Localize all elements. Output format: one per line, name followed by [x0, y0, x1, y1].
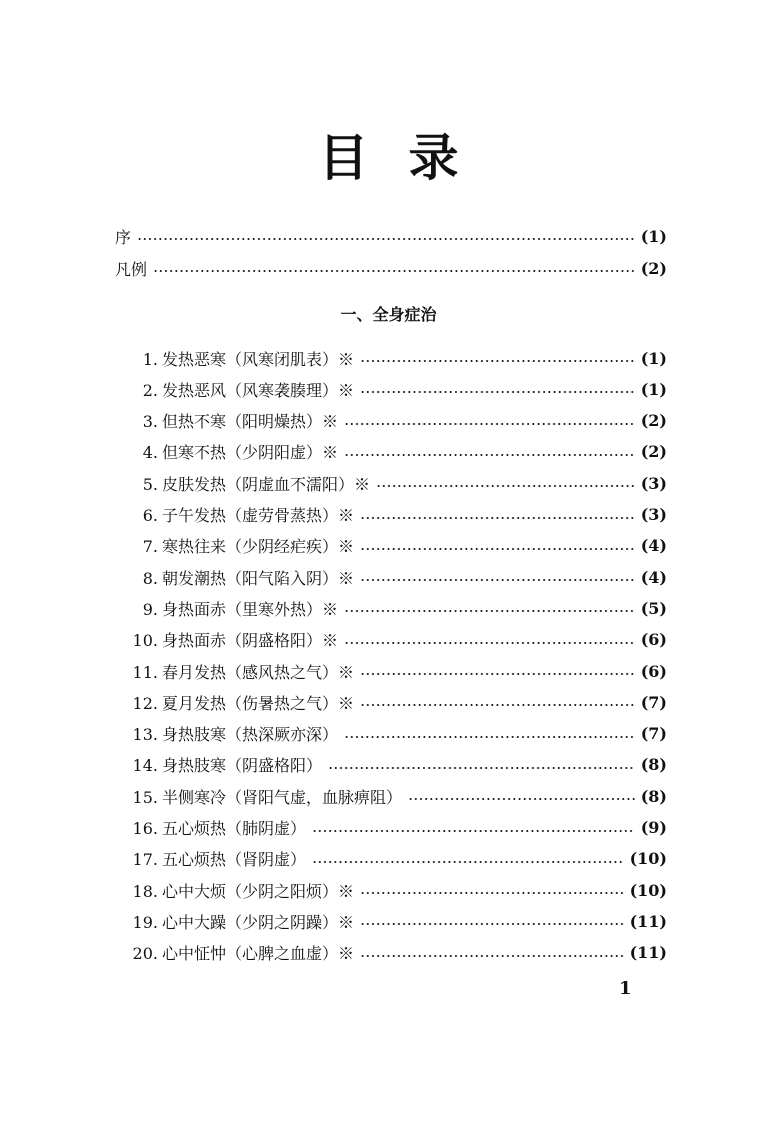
dot-leader	[360, 892, 624, 894]
toc-page: (3)	[640, 505, 667, 524]
toc-entry	[130, 377, 667, 401]
entry-number: 1.	[142, 349, 158, 369]
toc-label	[130, 785, 402, 808]
toc-label	[130, 941, 354, 964]
section-heading: 一、全身症治	[340, 305, 437, 324]
toc-entry	[130, 941, 667, 965]
dot-leader	[344, 736, 635, 738]
entry-title: 夏月发热（伤暑热之气）※	[162, 693, 355, 713]
toc-page: (1)	[640, 226, 667, 246]
entry-title: 半侧寒冷（肾阳气虚，血脉痹阻）	[162, 787, 403, 807]
dot-leader	[360, 360, 635, 362]
entry-number: 14.	[132, 756, 158, 776]
entry-number: 18.	[132, 881, 158, 901]
toc-page: (2)	[640, 411, 667, 431]
dot-leader	[312, 861, 624, 863]
toc-label: 序	[115, 227, 132, 247]
toc-page: (8)	[640, 786, 667, 806]
toc-entry	[130, 628, 667, 652]
toc-label	[130, 503, 354, 526]
toc-label	[130, 847, 306, 870]
entry-number: 13.	[132, 725, 158, 745]
entry-title: 心中大烦（少阴之阳烦）※	[162, 881, 355, 901]
entry-title: 但寒不热（少阴阳虚）※	[162, 443, 339, 463]
entry-title: 朝发潮热（阳气陷入阴）※	[162, 568, 355, 588]
entry-title: 心中怔忡（心脾之血虚）※	[162, 944, 355, 964]
toc-page: (3)	[640, 473, 667, 493]
dot-leader	[153, 270, 635, 272]
toc-page: (10)	[629, 849, 667, 869]
entry-number: 5.	[142, 474, 158, 494]
toc-page: (1)	[640, 379, 667, 399]
dot-leader	[360, 923, 624, 925]
entry-title: 身热肢寒（热深厥亦深）	[162, 725, 339, 745]
dot-leader	[360, 955, 624, 957]
toc-page: (2)	[640, 258, 667, 278]
toc-front-item	[115, 256, 667, 280]
entry-title: 身热面赤（里寒外热）※	[162, 599, 339, 619]
dot-leader	[344, 642, 635, 644]
dot-leader	[360, 673, 635, 675]
dot-leader	[408, 798, 635, 800]
dot-leader	[360, 579, 635, 581]
entry-number: 2.	[142, 380, 158, 400]
entry-number: 12.	[132, 693, 158, 713]
entry-number: 16.	[132, 819, 158, 838]
entry-title: 五心烦热（肺阴虚）	[162, 819, 307, 838]
entry-title: 皮肤发热（阴虚血不濡阳）※	[162, 474, 371, 494]
page-title: 目录	[318, 129, 499, 187]
toc-entry	[130, 534, 667, 558]
entry-number: 4.	[142, 443, 158, 463]
page-number: 1	[619, 978, 632, 999]
toc-page: (5)	[640, 598, 667, 618]
toc-label	[130, 347, 354, 370]
toc-front-item	[115, 224, 667, 248]
toc-entry	[130, 847, 667, 871]
toc-label	[130, 816, 306, 839]
toc-label	[130, 722, 338, 745]
toc-label	[130, 378, 354, 401]
toc-label: 凡例	[115, 259, 148, 279]
toc-entry	[130, 596, 667, 620]
dot-leader	[344, 454, 635, 456]
toc-page: (11)	[629, 943, 667, 963]
toc-entry	[130, 409, 667, 433]
toc-label	[130, 409, 338, 432]
dot-leader	[376, 485, 635, 487]
toc-entry	[130, 690, 667, 714]
toc-label	[130, 597, 338, 620]
toc-entry	[130, 753, 667, 777]
dot-leader	[137, 238, 635, 240]
entry-title: 五心烦热（肾阴虚）	[162, 850, 307, 870]
entry-number: 6.	[142, 506, 158, 525]
entry-number: 3.	[142, 412, 158, 432]
entry-number: 8.	[142, 568, 158, 588]
toc-entry	[130, 722, 667, 746]
entry-title: 身热面赤（阴盛格阳）※	[162, 631, 339, 651]
toc-label	[130, 534, 354, 557]
entry-number: 11.	[132, 662, 158, 682]
entry-number: 9.	[142, 599, 158, 619]
toc-entry	[130, 565, 667, 589]
toc-entry	[130, 471, 667, 495]
entry-title: 春月发热（感风热之气）※	[162, 662, 355, 682]
entry-title: 但热不寒（阳明燥热）※	[162, 412, 339, 432]
toc-entry	[130, 816, 667, 840]
entry-title: 发热恶寒（风寒闭肌表）※	[162, 349, 355, 369]
toc-label	[130, 628, 338, 651]
toc-entry	[130, 784, 667, 808]
toc-page: (7)	[640, 692, 667, 712]
dot-leader	[360, 517, 635, 519]
entry-title: 身热肢寒（阴盛格阳）	[162, 756, 323, 776]
toc-page: (2)	[640, 442, 667, 462]
toc-page: (6)	[640, 630, 667, 650]
dot-leader	[344, 610, 635, 612]
toc-label	[130, 753, 322, 776]
dot-leader	[360, 548, 635, 550]
toc-label	[130, 660, 354, 683]
toc-label	[130, 440, 338, 463]
toc-entry	[130, 440, 667, 464]
entry-number: 17.	[132, 850, 158, 870]
toc-entry	[130, 909, 667, 933]
toc-entry	[130, 503, 667, 527]
toc-entry	[130, 346, 667, 370]
toc-label	[130, 879, 354, 902]
toc-label	[130, 910, 354, 933]
toc-label	[130, 566, 354, 589]
entry-title: 心中大躁（少阴之阴躁）※	[162, 912, 355, 932]
dot-leader	[360, 391, 635, 393]
entry-number: 7.	[142, 537, 158, 557]
toc-page: (8)	[640, 755, 667, 775]
dot-leader	[360, 704, 635, 706]
toc-page: (7)	[640, 724, 667, 744]
dot-leader	[312, 830, 635, 832]
toc-page: (10)	[629, 880, 667, 900]
entry-title: 发热恶风（风寒袭腠理）※	[162, 380, 355, 400]
toc-entry	[130, 659, 667, 683]
toc-label	[130, 472, 370, 495]
toc-page: (4)	[640, 536, 667, 556]
dot-leader	[328, 767, 635, 769]
entry-number: 10.	[132, 631, 158, 651]
entry-number: 19.	[132, 912, 158, 932]
entry-number: 15.	[132, 787, 158, 807]
dot-leader	[344, 423, 635, 425]
toc-page: (4)	[640, 567, 667, 587]
toc-page: (11)	[629, 911, 667, 931]
toc-entry	[130, 878, 667, 902]
toc-label	[130, 691, 354, 714]
toc-page: (9)	[640, 818, 667, 837]
toc-page: (6)	[640, 661, 667, 681]
entry-number: 20.	[132, 944, 158, 964]
toc-page: (1)	[640, 348, 667, 368]
entry-title: 寒热往来（少阴经疟疾）※	[162, 537, 355, 557]
entry-title: 子午发热（虚劳骨蒸热）※	[162, 506, 355, 525]
